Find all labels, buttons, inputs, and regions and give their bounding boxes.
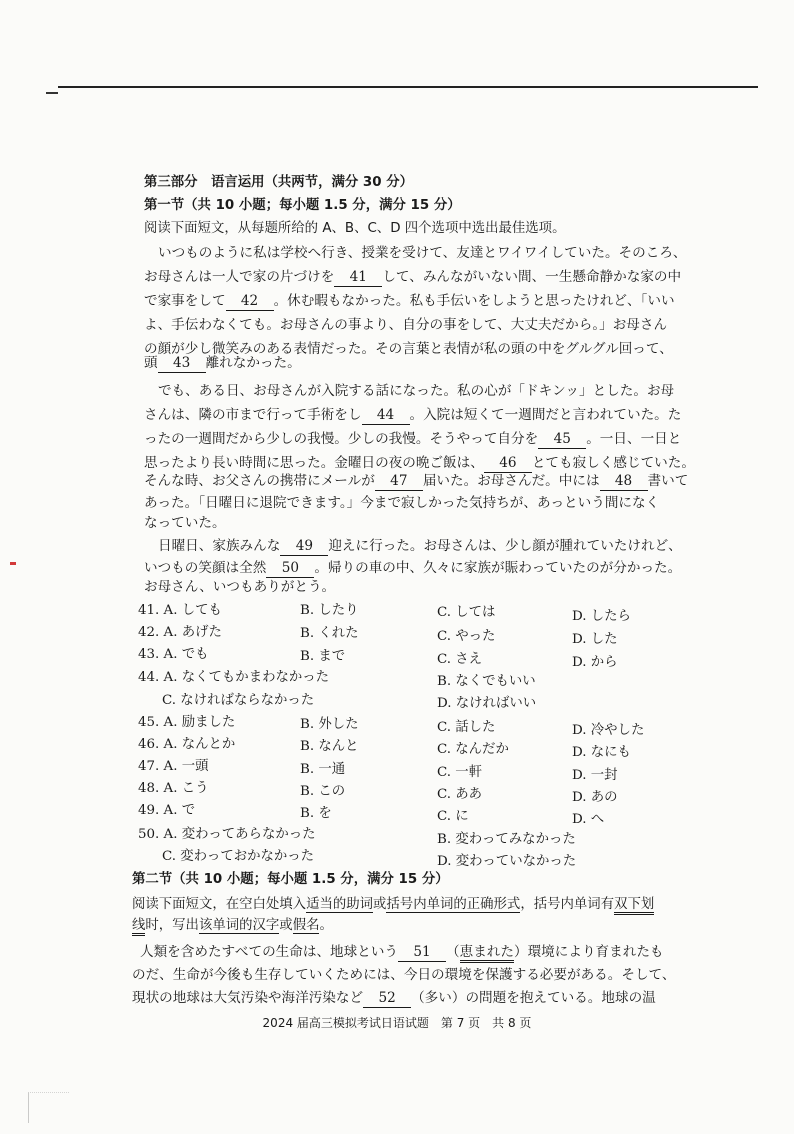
option-45b: B. 外した	[300, 717, 359, 732]
blank-46: 46	[484, 455, 532, 473]
passage2-line: 現状の地球は大気汚染や海洋汚染など 52 （多い）の問題を抱えている。地球の温	[132, 990, 656, 1006]
passage-line: でも、ある日、お母さんが入院する話になった。私の心が「ドキンッ」とした。お母	[158, 383, 675, 399]
part2-instruction-cont: 线时，写出该单词的汉字或假名。	[132, 915, 692, 937]
option-42c: C. やった	[437, 629, 496, 644]
option-50c: C. 変わっておかなかった	[162, 849, 315, 864]
option-42a: 42. A. あげた	[138, 625, 222, 640]
passage2-line: 人類を含めたすべての生命は、地球という 51 （恵まれた）環境により育まれたも	[140, 941, 710, 963]
option-49d: D. へ	[572, 812, 605, 827]
option-47c: C. 一軒	[437, 765, 483, 780]
blank-47: 47	[375, 473, 423, 491]
option-42d: D. した	[572, 632, 618, 647]
blank-44: 44	[362, 407, 410, 425]
option-43c: C. さえ	[437, 652, 483, 667]
option-44c: C. なければならなかった	[162, 693, 315, 708]
option-48d: D. あの	[572, 790, 618, 805]
option-47b: B. 一通	[300, 762, 346, 777]
blank-52: 52	[363, 990, 411, 1008]
option-48c: C. ああ	[437, 787, 483, 802]
option-43d: D. から	[572, 655, 618, 670]
passage-line: いつもの笑顔は全然 50 。帰りの車の中、久々に家族が賑わっていたのが分かった。	[144, 560, 682, 576]
option-43b: B. まで	[300, 649, 346, 664]
passage-line: いつものように私は学校へ行き、授業を受けて、友達とワイワイしていた。そのころ、	[158, 245, 687, 261]
scan-artifact	[28, 1092, 69, 1123]
blank-50: 50	[266, 560, 314, 578]
blank-45: 45	[538, 431, 586, 449]
option-48a: 48. A. こう	[138, 781, 209, 796]
option-47a: 47. A. 一頭	[138, 759, 209, 774]
blank-49: 49	[280, 538, 328, 556]
option-41a: 41. A. しても	[138, 603, 222, 618]
passage-line: よ、手伝わなくても。お母さんの事より、自分の事をして、大丈夫だから。」お母さん	[144, 317, 668, 333]
part1-instruction: 阅读下面短文，从每题所给的 A、B、C、D 四个选项中选出最佳选项。	[144, 221, 566, 236]
passage-line: なっていた。	[144, 515, 226, 531]
option-49a: 49. A. で	[138, 803, 196, 818]
option-41b: B. したり	[300, 603, 359, 618]
option-44a: 44. A. なくてもかまわなかった	[138, 670, 330, 685]
option-50d: D. 変わっていなかった	[437, 854, 577, 869]
word-51: 恵まれた	[460, 944, 514, 963]
option-50a: 50. A. 変わってあらなかった	[138, 827, 316, 842]
header-rule	[58, 86, 758, 88]
part1-title: 第一节（共 10 小题；每小题 1.5 分，满分 15 分）	[144, 198, 461, 213]
option-45d: D. 冷やした	[572, 723, 645, 738]
option-41d: D. したら	[572, 609, 631, 624]
blank-48: 48	[600, 473, 648, 491]
header-rule-tick	[46, 92, 58, 94]
option-42b: B. くれた	[300, 626, 359, 641]
blank-51: 51	[398, 944, 446, 962]
option-43a: 43. A. でも	[138, 647, 209, 662]
option-49c: C. に	[437, 809, 469, 824]
option-44b: B. なくでもいい	[437, 674, 536, 689]
red-ink-mark	[10, 562, 16, 565]
option-46b: B. なんと	[300, 739, 359, 754]
passage-line: 思ったより長い時間に思った。金曜日の夜の晩ご飯は、 46 とても寂しく感じていた。	[144, 455, 695, 471]
option-49b: B. を	[300, 806, 332, 821]
option-48b: B. この	[300, 784, 346, 799]
passage-line: の顔が少し微笑みのある表情だった。その言葉と表情が私の頭の中をグルグル回って、	[144, 341, 673, 357]
passage-line: お母さん、いつもありがとう。	[144, 579, 336, 595]
blank-42: 42	[226, 293, 274, 311]
passage-line: お母さんは一人で家の片づけを 41 して、みんながいない間、一生懸命静かな家の中	[144, 269, 682, 285]
passage-line: さんは、隣の市まで行って手術をし 44 。入院は短くて一週間だと言われていた。た	[144, 407, 682, 423]
passage-line: で家事をして 42 。休む暇もなかった。私も手伝いをしようと思ったけれど、「いい	[144, 293, 675, 309]
option-41c: C. しては	[437, 605, 496, 620]
blank-41: 41	[334, 269, 382, 287]
page-footer: 2024 届高三模拟考试日语试题 第 7 页 共 8 页	[262, 1016, 532, 1030]
option-47d: D. 一封	[572, 768, 618, 783]
passage-line: 頭 43 離れなかった。	[144, 355, 301, 371]
part2-instruction: 阅读下面短文，在空白处填入适当的助词或括号内单词的正确形式，括号内单词有双下划	[132, 894, 712, 916]
section-title: 第三部分 语言运用（共两节，满分 30 分）	[144, 175, 413, 190]
option-46c: C. なんだか	[437, 742, 509, 757]
option-45a: 45. A. 励ました	[138, 715, 236, 730]
option-46a: 46. A. なんとか	[138, 737, 236, 752]
blank-43: 43	[158, 355, 206, 373]
passage-line: そんな時、お父さんの携帯にメールが 47 届いた。お母さんだ。中には 48 書いて	[144, 473, 689, 489]
passage-line: 日曜日、家族みんな 49 迎えに行った。お母さんは、少し顔が腫れていたけれど、	[158, 538, 682, 554]
passage-line: ったの一週間だから少しの我慢。少しの我慢。そうやって自分を 45 。一日、一日と	[144, 431, 682, 447]
option-50b: B. 変わってみなかった	[437, 832, 576, 847]
part2-title: 第二节（共 10 小题；每小题 1.5 分，满分 15 分）	[132, 872, 449, 887]
option-44d: D. なければいい	[437, 696, 537, 711]
option-46d: D. なにも	[572, 745, 631, 760]
passage2-line: のだ、生命が今後も生存していくためには、今日の環境を保護する必要がある。そして、	[132, 967, 676, 983]
passage-line: あった。「日曜日に退院できます。」今まで寂しかった気持ちが、あっという間になく	[144, 495, 660, 511]
option-45c: C. 話した	[437, 720, 496, 735]
